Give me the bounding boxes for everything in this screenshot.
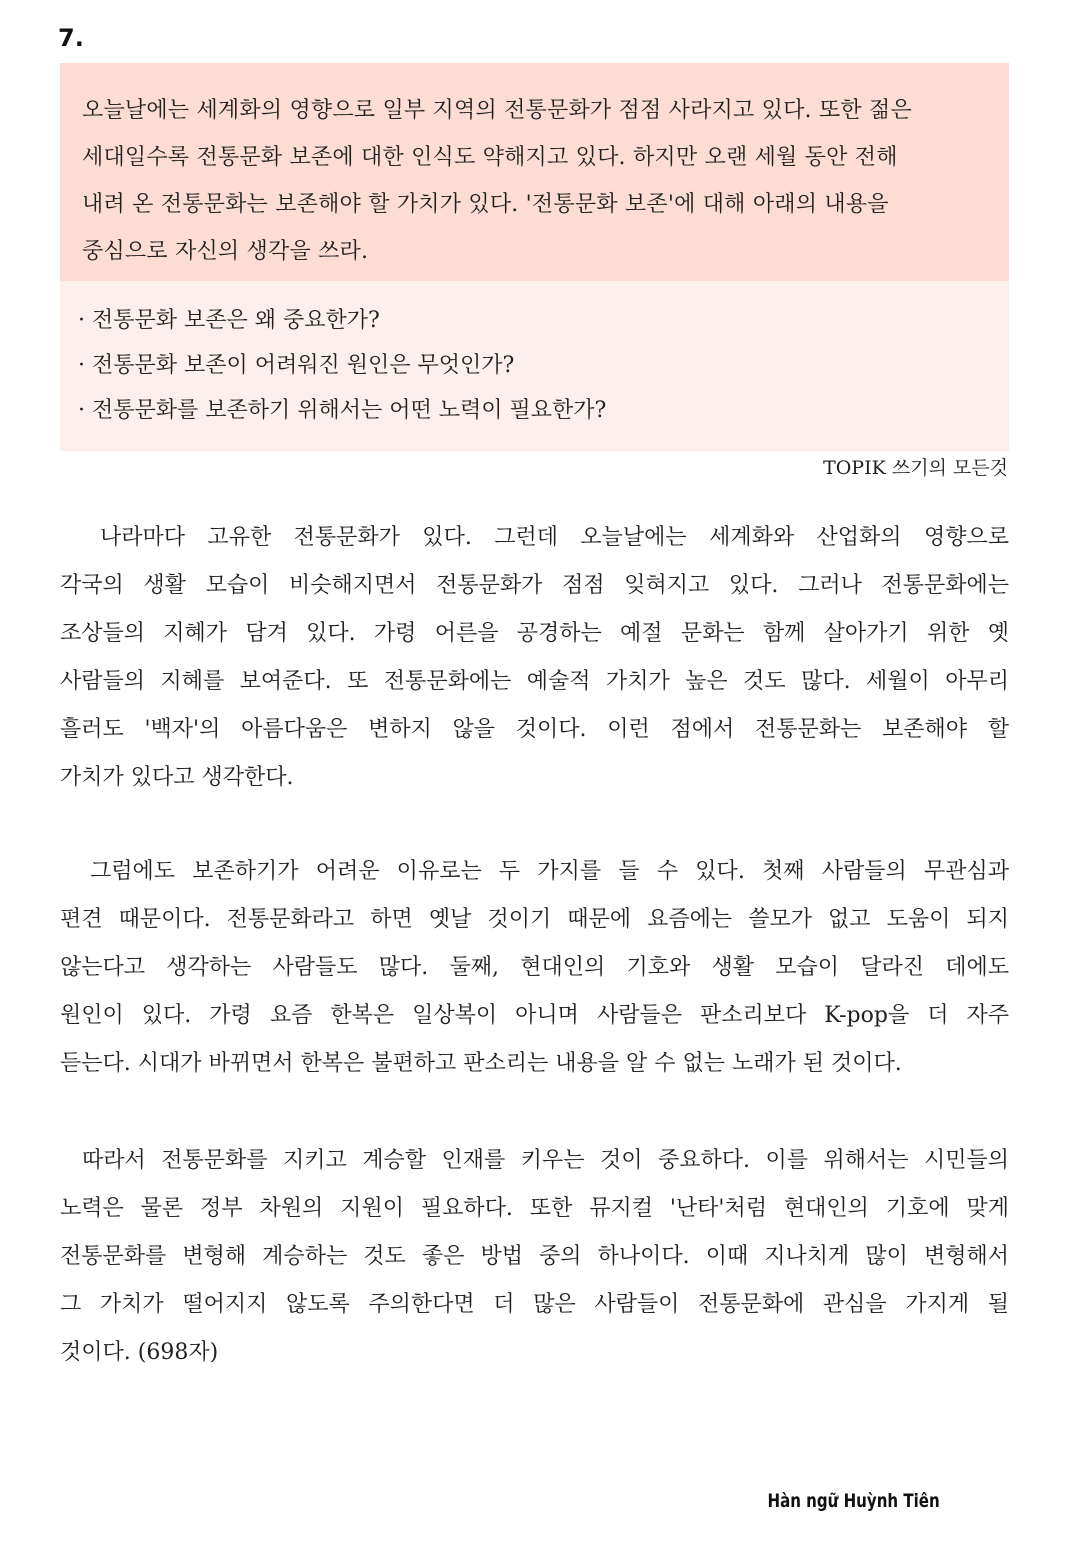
essay-line: 흘러도 '백자'의 아름다움은 변하지 않을 것이다. 이런 점에서 전통문화는 보존해야 할 — [60, 717, 1009, 742]
essay-paragraph-2 — [60, 848, 1009, 1088]
question-number: 7. — [58, 24, 84, 52]
essay-line: 나라마다 고유한 전통문화가 있다. 그런데 오늘날에는 세계화와 산업화의 영향으로 — [100, 525, 1009, 550]
essay-line: 가치가 있다고 생각한다. — [60, 765, 294, 790]
essay-paragraph-3 — [60, 1137, 1009, 1377]
prompt-line: 내려 온 전통문화는 보존해야 할 가치가 있다. '전통문화 보존'에 대해 아래의 내용을 — [82, 192, 889, 217]
essay-line: 편견 때문이다. 전통문화라고 하면 옛날 것이기 때문에 요즘에는 쓸모가 없고 도움이 되지 — [60, 907, 1009, 932]
essay-line: 그럼에도 보존하기가 어려운 이유로는 두 가지를 들 수 있다. 첫째 사람들의 무관심과 — [90, 859, 1009, 884]
guide-questions-box — [60, 281, 1009, 451]
bullet-dot: · — [78, 353, 85, 378]
essay-paragraph-1 — [60, 514, 1009, 802]
prompt-line: 중심으로 자신의 생각을 쓰라. — [82, 239, 369, 264]
essay-line: 원인이 있다. 가령 요즘 한복은 일상복이 아니며 사람들은 판소리보다 K-pop을 더 자주 — [60, 1003, 1009, 1028]
prompt-line: 오늘날에는 세계화의 영향으로 일부 지역의 전통문화가 점점 사라지고 있다. 또한 젊은 — [82, 98, 912, 123]
guide-question-text: 전통문화를 보존하기 위해서는 어떤 노력이 필요한가? — [92, 398, 607, 423]
prompt-line: 세대일수록 전통문화 보존에 대한 인식도 약해지고 있다. 하지만 오랜 세월 동안 전해 — [82, 145, 898, 170]
source-credit: TOPIK 쓰기의 모든것 — [823, 457, 1008, 479]
essay-line: 각국의 생활 모습이 비슷해지면서 전통문화가 점점 잊혀지고 있다. 그러나 전통문화에는 — [60, 573, 1009, 598]
essay-line: 사람들의 지혜를 보여준다. 또 전통문화에는 예술적 가치가 높은 것도 많다. 세월이 아무리 — [60, 669, 1009, 694]
guide-question-item — [78, 298, 1009, 343]
guide-question-text: 전통문화 보존이 어려워진 원인은 무엇인가? — [92, 353, 515, 378]
bullet-dot: · — [78, 308, 85, 333]
essay-line: 그 가치가 떨어지지 않도록 주의한다면 더 많은 사람들이 전통문화에 관심을 가지게 될 — [60, 1292, 1009, 1317]
author-signature: Hàn ngữ Huỳnh Tiên — [767, 1490, 940, 1512]
essay-line: 않는다고 생각하는 사람들도 많다. 둘째, 현대인의 기호와 생활 모습이 달라진 데에도 — [60, 955, 1009, 980]
bullet-dot: · — [78, 398, 85, 423]
essay-line: 조상들의 지혜가 담겨 있다. 가령 어른을 공경하는 예절 문화는 함께 살아가기 위한 옛 — [60, 621, 1009, 646]
essay-line: 듣는다. 시대가 바뀌면서 한복은 불편하고 판소리는 내용을 알 수 없는 노래가 된 것이다. — [60, 1051, 902, 1076]
prompt-box — [60, 63, 1009, 281]
essay-line: 따라서 전통문화를 지키고 계승할 인재를 키우는 것이 중요하다. 이를 위해서는 시민들의 — [82, 1148, 1009, 1173]
guide-question-text: 전통문화 보존은 왜 중요한가? — [92, 308, 380, 333]
essay-line: 노력은 물론 정부 차원의 지원이 필요하다. 또한 뮤지컬 '난타'처럼 현대인의 기호에 맞게 — [60, 1196, 1009, 1221]
guide-question-item — [78, 388, 1009, 433]
essay-line: 전통문화를 변형해 계승하는 것도 좋은 방법 중의 하나이다. 이때 지나치게 많이 변형해서 — [60, 1244, 1009, 1269]
guide-question-item — [78, 343, 1009, 388]
essay-line: 것이다. (698자) — [60, 1340, 219, 1365]
